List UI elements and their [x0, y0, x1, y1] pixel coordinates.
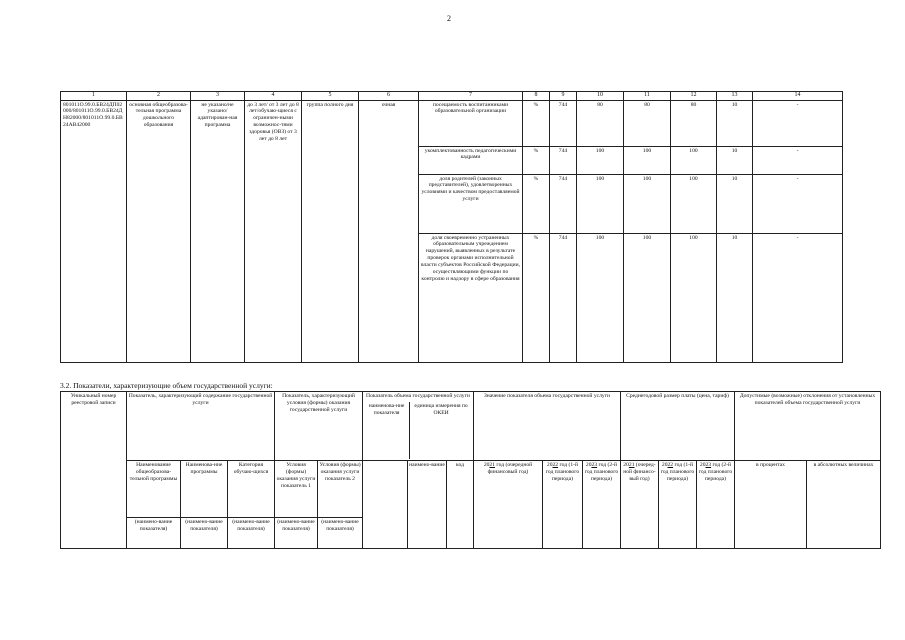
col-num: 7	[419, 92, 523, 101]
condition-head: Показатель, характеризующий условия (формы) оказания государственной услуги	[275, 392, 363, 461]
value-2021: 100	[577, 146, 624, 174]
deviation-absolute: -	[753, 100, 843, 146]
year-desc: год (1-й год планового периода)	[660, 461, 695, 482]
condition-sub-1: Условия (формы) оказания услуги показатель 1	[275, 460, 318, 517]
volume-sub	[364, 402, 472, 459]
value-2022: 80	[624, 100, 671, 146]
okei-code: 744	[550, 174, 577, 233]
naming-head: наименова-ние показателя	[364, 402, 410, 459]
value-2023: 100	[671, 233, 717, 362]
indicator-name: укомплектованность педагогическими кадрами	[419, 146, 523, 174]
col-num: 4	[245, 92, 302, 101]
unique-number-head: Уникальный номер реестровой записи	[61, 392, 127, 549]
content-indicator-1: основная общеобразова-тельная программа дошкольного образования	[127, 100, 191, 362]
value-2023: 100	[671, 146, 717, 174]
unit-head: единица измерения по ОКЕИ	[414, 402, 468, 416]
content-indicator-2: не указано/не указано/ адаптирован-ная программа	[191, 100, 245, 362]
table-row	[61, 100, 843, 146]
avg-price-head: Среднегодовой размер платы (цена, тариф)	[620, 392, 734, 461]
indicator-name: посещаемость воспитанниками образовательной организации	[419, 100, 523, 146]
volume-head	[363, 392, 474, 461]
indicator-name: доля родителей (законных представителей), удовлетворенных условиями и качеством предоставляемой услуги	[419, 174, 523, 233]
col-num: 6	[359, 92, 419, 101]
condition-sub-2: Условия (формы) оказания услуги показатель 2	[318, 460, 363, 517]
year-2022-head	[542, 460, 582, 548]
year-suffix: 22	[552, 461, 559, 468]
col-num: 9	[550, 92, 577, 101]
value-2021: 100	[577, 174, 624, 233]
content-sub-2: Наименова-ние программы	[181, 460, 228, 517]
page-number: 2	[447, 14, 451, 23]
in-absolute-head: в абсолютных величинах	[807, 460, 881, 548]
year-suffix: 23	[591, 461, 598, 468]
col-num: 10	[577, 92, 624, 101]
table-header-row	[61, 392, 881, 461]
value-2023: 100	[671, 174, 717, 233]
year-prefix: 20	[585, 461, 592, 468]
value-2022: 100	[624, 174, 671, 233]
deviation-percent: 10	[717, 100, 753, 146]
price-2021-head	[620, 460, 658, 548]
col-num: 14	[753, 92, 843, 101]
table-header-row	[61, 460, 881, 517]
param-label: (наимено-вание показателя)	[275, 517, 318, 548]
param-label: (наимено-вание показателя)	[127, 517, 181, 548]
year-prefix: 20	[661, 461, 668, 468]
unit: %	[523, 174, 550, 233]
volume-head-label: Показатель объема государственной услуги	[366, 393, 470, 399]
registry-code: 801011О.99.0.БВ24ДП02000/801011О.99.0.БВ24ДН82000/801011О.99.0.БВ24АВ42000	[61, 100, 127, 362]
col-num: 11	[624, 92, 671, 101]
indicator-name: доля своевременно устраненных образовательным учреждением нарушений, выявленных в результате проверок органами исполнительной власти субъектов Российской Федерации, осуществляющими функции по контролю и надзору в сфере образования	[419, 233, 523, 362]
unit-code: код	[447, 460, 474, 548]
value-2022: 100	[624, 233, 671, 362]
volume-naming-cell	[363, 460, 408, 548]
in-percent-head: в процентах	[735, 460, 807, 548]
col-num: 2	[127, 92, 191, 101]
price-2023-head	[696, 460, 734, 548]
value-2023: 80	[671, 100, 717, 146]
volume-indicators-table	[60, 391, 881, 549]
year-suffix: 21	[489, 461, 496, 468]
year-suffix: 23	[705, 461, 712, 468]
table-header-row	[61, 92, 843, 101]
content-head: Показатель, характеризующий содержание государственной услуги	[127, 392, 275, 461]
col-num: 8	[523, 92, 550, 101]
deviation-absolute: -	[753, 146, 843, 174]
okei-code: 744	[550, 100, 577, 146]
year-2023-head	[582, 460, 620, 548]
year-prefix: 20	[483, 461, 490, 468]
year-prefix: 20	[623, 461, 629, 468]
deviation-absolute: -	[753, 233, 843, 362]
okei-code: 744	[550, 146, 577, 174]
unit-name: наимено-вание	[408, 460, 447, 548]
col-num: 5	[302, 92, 359, 101]
volume-values-label: Значение показателя объема государственной услуги	[483, 393, 610, 399]
year-prefix: 20	[699, 461, 706, 468]
value-2022: 100	[624, 146, 671, 174]
year-desc: год (2-й год планового периода)	[698, 461, 733, 482]
col-num: 13	[717, 92, 753, 101]
value-2021: 80	[577, 100, 624, 146]
col-num: 12	[671, 92, 717, 101]
year-desc: год (2-й год планового периода)	[584, 461, 619, 482]
year-suffix: 22	[667, 461, 674, 468]
condition-indicator-1: группа полного дня	[302, 100, 359, 362]
unit: %	[523, 233, 550, 362]
content-indicator-3: до 3 лет/ от 3 лет до 8 лет/обучаю-щиеся с ограничен-ными возможнос-тями здоровья (ОВЗ) от 3 лет до 8 лет	[245, 100, 302, 362]
year-desc: (очеред-ной финансо-вый год)	[623, 461, 656, 482]
deviation-head: Допустимые (возможные) отклонения от установленных показателей объема государственной услуги	[735, 392, 881, 461]
year-prefix: 20	[546, 461, 553, 468]
okei-code: 744	[550, 233, 577, 362]
param-label: (наимено-вание показателя)	[181, 517, 228, 548]
unit: %	[523, 100, 550, 146]
col-num: 3	[191, 92, 245, 101]
deviation-absolute: -	[753, 174, 843, 233]
content-sub-1: Наименование общеобразова-тельной программы	[127, 460, 181, 517]
volume-values-head	[473, 392, 620, 461]
content-sub-3: Категория обучаю-щихся	[228, 460, 275, 517]
condition-indicator-2: очная	[359, 100, 419, 362]
year-2021-head	[473, 460, 542, 548]
param-label: (наимено-вание показателя)	[318, 517, 363, 548]
price-2022-head	[658, 460, 696, 548]
param-label: (наимено-вание показателя)	[228, 517, 275, 548]
deviation-percent: 10	[717, 146, 753, 174]
section-title: 3.2. Показатели, характеризующие объем государственной услуги:	[60, 381, 273, 390]
deviation-percent: 10	[717, 174, 753, 233]
deviation-percent: 10	[717, 233, 753, 362]
year-suffix: 21	[628, 461, 635, 468]
col-num: 1	[61, 92, 127, 101]
year-desc: год (1-й год планового периода)	[545, 461, 580, 482]
value-2021: 100	[577, 233, 624, 362]
year-desc: год (очередной финансовый год)	[487, 461, 533, 475]
quality-indicators-table	[60, 91, 843, 363]
unit: %	[523, 146, 550, 174]
